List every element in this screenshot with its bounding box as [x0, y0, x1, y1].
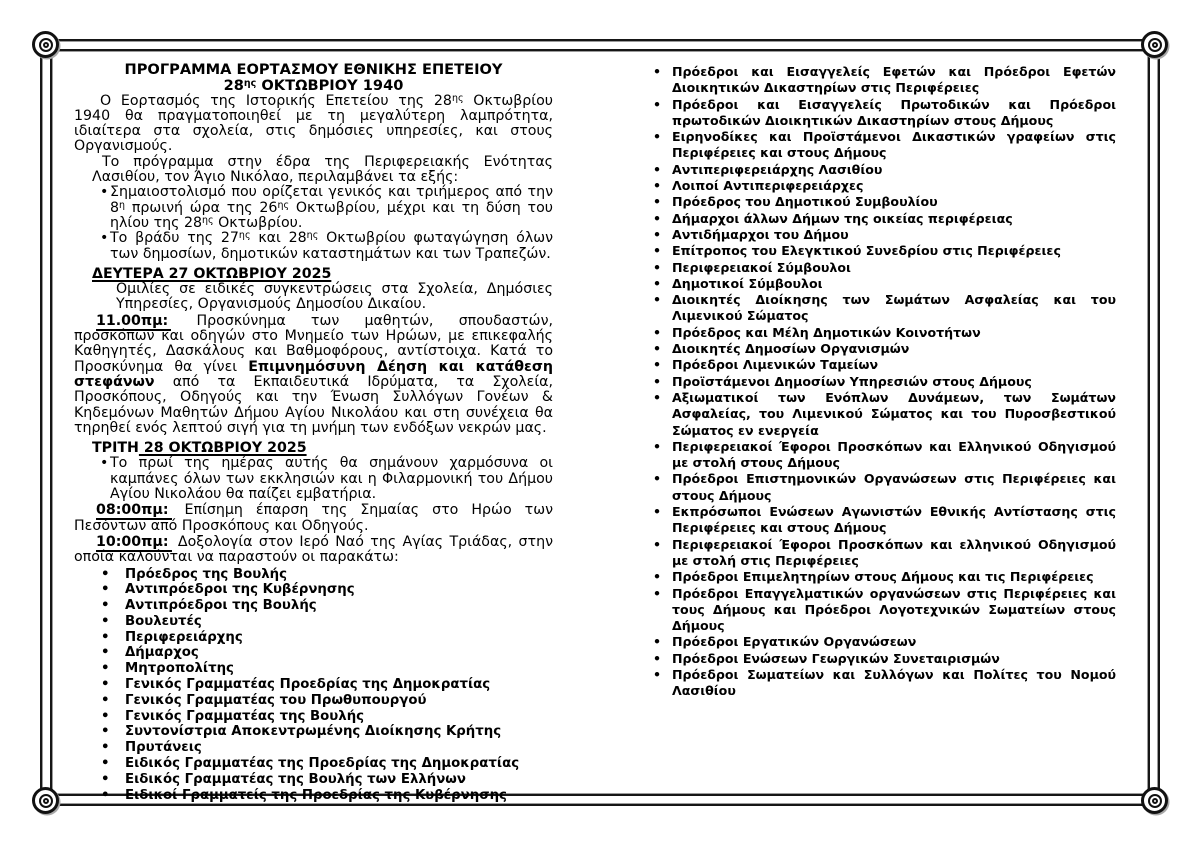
tuesday-0800-paragraph: 08:00πμ: Επίσημη έπαρση της Σημαίας στο Ηρώο των Πεσόντων από Προσκόπους και Οδηγούς.	[74, 502, 553, 534]
attendee-item: • Πρόεδρος της Βουλής	[74, 567, 553, 583]
time-label-1000: 10:00πμ:	[96, 534, 172, 552]
page-title	[74, 62, 553, 94]
superscript: ης	[243, 77, 257, 89]
official-item: • Περιφερειακοί Έφοροι Προσκόπων και Ελληνικού Οδηγισμού με στολή στους Δήμους	[646, 439, 1116, 472]
monday-1100-paragraph: 11.00πμ: Προσκύνημα των μαθητών, σπουδαστών, προσκόπων και οδηγών στο Μνημείο των Ηρώων, με επικεφαλής Καθηγητές, Δασκάλους και Βαθμοφόρους, αντίστοιχα. Κατά το Προσκύνημα θα γίνει Επιμνημόσυνη Δέηση και κατάθεση στεφάνων από τα Εκπαιδευτικά Ιδρύματα, τα Σχολεία, Προσκόπους, Οδηγούς και την Ένωση Συλλόγων Γονέων & Κηδεμόνων Μαθητών Δήμου Αγίου Νικολάου και στη συνέχεια θα τηρηθεί ενός λεπτού σιγή για τη μνήμη των ενδόξων νεκρών μας.	[74, 312, 553, 436]
attendee-item: • Αντιπρόεδροι της Βουλής	[74, 598, 553, 614]
official-item: • Αντιδήμαρχοι του Δήμου	[646, 227, 1116, 243]
official-item: • Προϊστάμενοι Δημοσίων Υπηρεσιών στους Δήμους	[646, 374, 1116, 390]
attendee-item: • Δήμαρχος	[74, 645, 553, 661]
official-item: • Πρόεδροι Επαγγελματικών οργανώσεων στις Περιφέρειες και τους Δήμους και Πρόεδροι Λογοτεχνικών Σωματείων στους Δήμους	[646, 586, 1116, 635]
official-item: • Πρόεδροι Επιμελητηρίων στους Δήμους και τις Περιφέρειες	[646, 569, 1116, 585]
corner-ornament-icon	[1141, 31, 1168, 58]
flag-bullet-list	[74, 185, 553, 261]
corner-ornament-icon	[32, 31, 59, 58]
official-item: • Εκπρόσωποι Ενώσεων Αγωνιστών Εθνικής Αντίστασης στις Περιφέρειες και στους Δήμους	[646, 504, 1116, 537]
attendee-item: • Μητροπολίτης	[74, 661, 553, 677]
attendee-item: • Συντονίστρια Αποκεντρωμένης Διοίκησης Κρήτης	[74, 724, 553, 740]
left-column	[74, 62, 553, 803]
official-item: • Δήμαρχοι άλλων Δήμων της οικείας περιφέρειας	[646, 211, 1116, 227]
intro-paragraph-1: Ο Εορτασμός της Ιστορικής Επετείου της $28^{\eta\varsigma}$ Οκτωβρίου 1940 θα πραγματοποιηθεί με τη μεγαλύτερη λαμπρότητα, ιδιαίτερα στα σχολεία, στις δημόσιες υπηρεσίες, και στους Οργανισμούς.	[74, 92, 553, 155]
right-column	[646, 64, 1116, 700]
attendee-item: • Ειδικοί Γραμματείς της Προεδρίας της Κυβέρνησης	[74, 788, 553, 804]
official-item: • Επίτροπος του Ελεγκτικού Συνεδρίου στις Περιφέρειες	[646, 243, 1116, 259]
time-label-1100: 11.00πμ:	[96, 313, 171, 331]
official-item: • Πρόεδροι Εργατικών Οργανώσεων	[646, 634, 1116, 650]
attendee-item: • Γενικός Γραμματέας του Πρωθυπουργού	[74, 693, 553, 709]
attendee-item: • Αντιπρόεδροι της Κυβέρνησης	[74, 582, 553, 598]
officials-list	[646, 64, 1116, 700]
time-label-0800: 08:00πμ:	[96, 502, 172, 520]
official-item: • Πρόεδροι Επιστημονικών Οργανώσεων στις Περιφέρειες και στους Δήμους	[646, 471, 1116, 504]
tuesday-bullet-item: • Το πρωί της ημέρας αυτής θα σημάνουν χαρμόσυνα οι καμπάνες όλων των εκκλησιών και η Φιλαρμονική του Δήμου Αγίου Νικολάου θα παίζει εμβατήρια.	[74, 456, 553, 502]
attendee-item: • Ειδικός Γραμματέας της Βουλής των Ελλήνων	[74, 772, 553, 788]
official-item: • Πρόεδροι και Εισαγγελείς Πρωτοδικών και Πρόεδροι πρωτοδικών Διοικητικών Δικαστηρίων στους Δήμους	[646, 97, 1116, 130]
tuesday-heading: ΤΡΙΤΗ 28 ΟΚΤΩΒΡΙΟΥ 2025	[92, 440, 307, 457]
official-item: • Αντιπεριφερειάρχης Λασιθίου	[646, 162, 1116, 178]
attendee-item: • Βουλευτές	[74, 614, 553, 630]
superscript: ης	[238, 230, 251, 242]
official-item: • Διοικητές Δημοσίων Οργανισμών	[646, 341, 1116, 357]
monday-heading: ΔΕΥΤΕΡΑ 27 ΟΚΤΩΒΡΙΟΥ 2025	[92, 265, 332, 282]
title-line-2: $28^{\eta\varsigma}$ ΟΚΤΩΒΡΙΟΥ 1940	[223, 76, 404, 94]
official-item: • Αξιωματικοί των Ενόπλων Δυνάμεων, των Σωμάτων Ασφαλείας, του Λιμενικού Σώματος και του Πυροσβεστικού Σώματος εν ενεργεία	[646, 390, 1116, 439]
superscript: ης	[451, 92, 464, 104]
corner-ornament-icon	[32, 787, 59, 814]
intro-paragraph-2: Το πρόγραμμα στην έδρα της Περιφερειακής Ενότητας Λασιθίου, τον Άγιο Νικόλαο, περιλαμβάνει τα εξής:	[92, 153, 553, 186]
official-item: • Πρόεδροι Λιμενικών Ταμείων	[646, 357, 1116, 373]
official-item: • Διοικητές Διοίκησης των Σωμάτων Ασφαλείας και του Λιμενικού Σώματος	[646, 292, 1116, 325]
official-item: • Περιφερειακοί Έφοροι Προσκόπων και ελληνικού Οδηγισμού με στολή στις Περιφέρειες	[646, 537, 1116, 570]
attendee-item: • Πρυτάνεις	[74, 740, 553, 756]
corner-ornament-icon	[1141, 787, 1168, 814]
official-item: • Πρόεδροι Ενώσεων Γεωργικών Συνεταιρισμών	[646, 651, 1116, 667]
superscript: ης	[202, 214, 214, 226]
attendee-item: • Περιφερειάρχης	[74, 630, 553, 646]
official-item: • Πρόεδροι Σωματείων και Συλλόγων και Πολίτες του Νομού Λασιθίου	[646, 667, 1116, 700]
official-item: • Πρόεδρος του Δημοτικού Συμβουλίου	[646, 194, 1116, 210]
superscript: ης	[306, 230, 319, 242]
title-line-1: ΠΡΟΓΡΑΜΜΑ ΕΟΡΤΑΣΜΟΥ ΕΘΝΙΚΗΣ ΕΠΕΤΕΙΟΥ	[124, 61, 503, 78]
attendee-list	[74, 567, 553, 804]
official-item: • Περιφερειακοί Σύμβουλοι	[646, 260, 1116, 276]
tuesday-1000-paragraph: 10:00πμ: Δοξολογία στον Ιερό Ναό της Αγίας Τριάδας, στην οποία καλούνται να παραστούν οι παρακάτω:	[74, 533, 553, 566]
official-item: • Ειρηνοδίκες και Προϊστάμενοι Δικαστικών γραφείων στις Περιφέρειες και στους Δήμους	[646, 129, 1116, 162]
official-item: • Δημοτικοί Σύμβουλοι	[646, 276, 1116, 292]
attendee-item: • Ειδικός Γραμματέας της Προεδρίας της Δημοκρατίας	[74, 756, 553, 772]
flag-bullet-item: • Το βράδυ της $27^{\eta\varsigma}$ και $28^{\eta\varsigma}$ Οκτωβρίου φωταγώγηση όλων των δημοσίων, δημοτικών καταστημάτων και των Τραπεζών.	[74, 231, 553, 262]
attendee-item: • Γενικός Γραμματέας της Βουλής	[74, 709, 553, 725]
official-item: • Πρόεδρος και Μέλη Δημοτικών Κοινοτήτων	[646, 325, 1116, 341]
official-item: • Λοιποί Αντιπεριφερειάρχες	[646, 178, 1116, 194]
monday-speeches-paragraph: Ομιλίες σε ειδικές συγκεντρώσεις στα Σχολεία, Δημόσιες Υπηρεσίες, Οργανισμούς Δημοσίου Δικαίου.	[116, 281, 553, 313]
superscript: ης	[277, 199, 290, 211]
bold-phrase: Επιμνημόσυνη Δέηση και κατάθεση στεφάνων	[74, 358, 553, 390]
tuesday-bullet-list	[74, 456, 553, 502]
attendee-item: • Γενικός Γραμματέας Προεδρίας της Δημοκρατίας	[74, 677, 553, 693]
official-item: • Πρόεδροι και Εισαγγελείς Εφετών και Πρόεδροι Εφετών Διοικητικών Δικαστηρίων στις Περιφέρειες	[646, 64, 1116, 97]
flag-bullet-item: • Σημαιοστολισμό που ορίζεται γενικός και τριήμερος από την $8^\eta$ πρωινή ώρα της $26^{\eta\varsigma}$ Οκτωβρίου, μέχρι και τη δύση του ηλίου της $28^{\eta\varsigma}$ Οκτωβρίου.	[74, 185, 553, 231]
superscript: η	[119, 199, 126, 211]
